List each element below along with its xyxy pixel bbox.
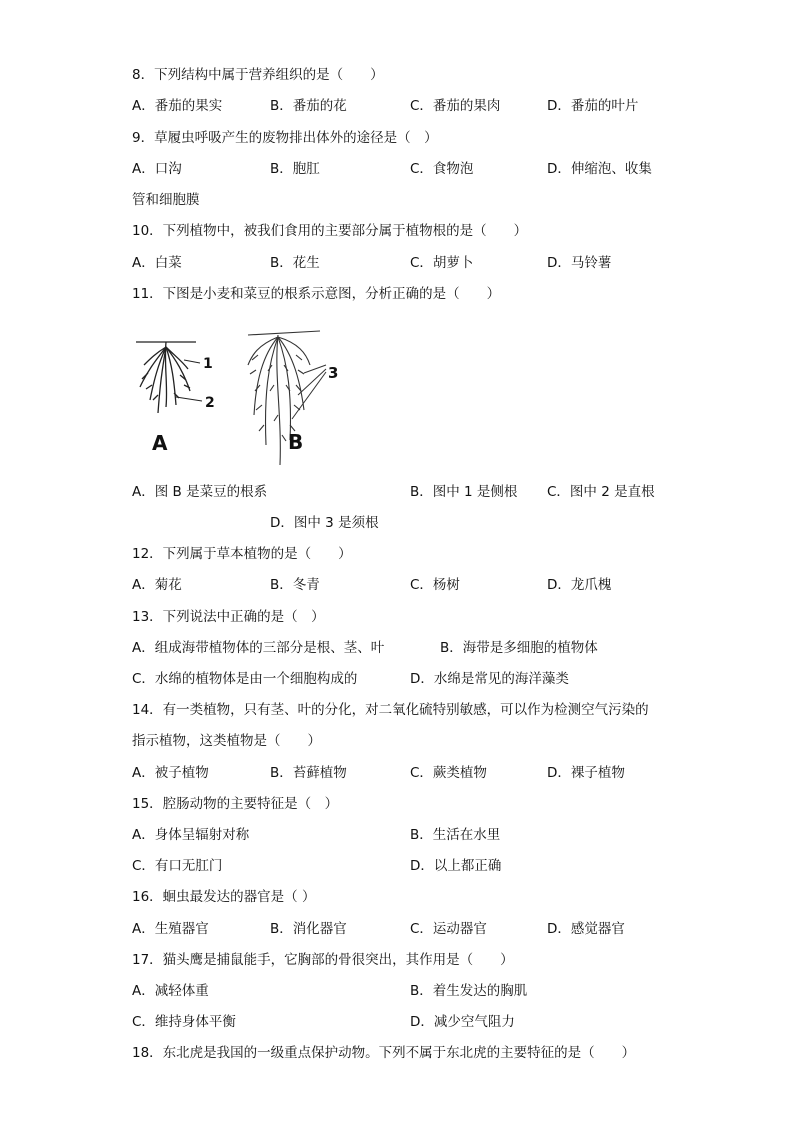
- q12-option-b: B．冬青: [270, 577, 320, 593]
- q13-option-a: A．组成海带植物体的三部分是根、茎、叶: [132, 640, 385, 656]
- question-17-stem: 17．猫头鹰是捕鼠能手，它胸部的骨很突出，其作用是（ ）: [132, 952, 514, 968]
- q13-option-c: C．水绵的植物体是由一个细胞构成的: [132, 671, 358, 687]
- q10-option-b: B．花生: [270, 255, 320, 271]
- q17-option-a: A．减轻体重: [132, 983, 209, 999]
- q13-option-d: D．水绵是常见的海洋藻类: [410, 671, 569, 687]
- q15-option-b: B．生活在水里: [410, 827, 501, 843]
- label-b: B: [288, 430, 304, 454]
- q10-option-a: A．白菜: [132, 255, 182, 271]
- question-9-stem: 9．草履虫呼吸产生的废物排出体外的途径是（ ）: [132, 130, 438, 146]
- root-diagram-b: [248, 331, 326, 465]
- label-1: 1: [203, 356, 213, 372]
- q15-option-a: A．身体呈辐射对称: [132, 827, 250, 843]
- question-10-stem: 10．下列植物中，被我们食用的主要部分属于植物根的是（ ）: [132, 223, 528, 239]
- q8-option-c: C．番茄的果肉: [410, 98, 501, 114]
- q14-option-a: A．被子植物: [132, 765, 209, 781]
- q9-option-b: B．胞肛: [270, 161, 320, 177]
- q16-option-b: B．消化器官: [270, 921, 347, 937]
- q8-option-b: B．番茄的花: [270, 98, 347, 114]
- q15-option-d: D．以上都正确: [410, 858, 502, 874]
- q11-option-d: D．图中 3 是须根: [270, 515, 379, 531]
- q9-option-c: C．食物泡: [410, 161, 474, 177]
- q10-option-d: D．马铃薯: [547, 255, 612, 271]
- question-14-stem: 14．有一类植物，只有茎、叶的分化，对二氧化硫特别敏感，可以作为检测空气污染的: [132, 702, 649, 718]
- question-14-stem-2: 指示植物，这类植物是（ ）: [132, 733, 321, 749]
- label-2: 2: [205, 395, 215, 411]
- question-15-stem: 15．腔肠动物的主要特征是（ ）: [132, 796, 339, 812]
- q17-option-b: B．着生发达的胸肌: [410, 983, 528, 999]
- q16-option-c: C．运动器官: [410, 921, 487, 937]
- q9-option-d-continuation: 管和细胞膜: [132, 192, 200, 208]
- q9-option-a: A．口沟: [132, 161, 182, 177]
- q12-option-c: C．杨树: [410, 577, 460, 593]
- label-3: 3: [328, 364, 339, 382]
- q12-option-d: D．龙爪槐: [547, 577, 612, 593]
- q8-option-d: D．番茄的叶片: [547, 98, 639, 114]
- q14-option-d: D．裸子植物: [547, 765, 625, 781]
- q16-option-a: A．生殖器官: [132, 921, 209, 937]
- question-13-stem: 13．下列说法中正确的是（ ）: [132, 609, 325, 625]
- q8-option-a: A．番茄的果实: [132, 98, 223, 114]
- q10-option-c: C．胡萝卜: [410, 255, 474, 271]
- q11-option-b: B．图中 1 是侧根: [410, 484, 518, 500]
- q11-option-c: C．图中 2 是直根: [547, 484, 655, 500]
- q17-option-d: D．减少空气阻力: [410, 1014, 515, 1030]
- question-12-stem: 12．下列属于草本植物的是（ ）: [132, 546, 352, 562]
- q11-option-a: A．图 B 是菜豆的根系: [132, 484, 268, 500]
- q13-option-b: B．海带是多细胞的植物体: [440, 640, 598, 656]
- q17-option-c: C．维持身体平衡: [132, 1014, 236, 1030]
- q16-option-d: D．感觉器官: [547, 921, 625, 937]
- question-8-stem: 8．下列结构中属于营养组织的是（ ）: [132, 67, 384, 83]
- root-system-figure: [128, 325, 368, 470]
- q9-option-d: D．伸缩泡、收集: [547, 161, 652, 177]
- q15-option-c: C．有口无肛门: [132, 858, 223, 874]
- label-a: A: [152, 431, 168, 455]
- question-16-stem: 16．蛔虫最发达的器官是（ ）: [132, 889, 316, 905]
- question-11-stem: 11．下图是小麦和菜豆的根系示意图，分析正确的是（ ）: [132, 286, 501, 302]
- q12-option-a: A．菊花: [132, 577, 182, 593]
- q14-option-c: C．蕨类植物: [410, 765, 487, 781]
- q14-option-b: B．苔藓植物: [270, 765, 347, 781]
- root-diagram-a: [136, 342, 202, 413]
- question-18-stem: 18．东北虎是我国的一级重点保护动物。下列不属于东北虎的主要特征的是（ ）: [132, 1045, 636, 1061]
